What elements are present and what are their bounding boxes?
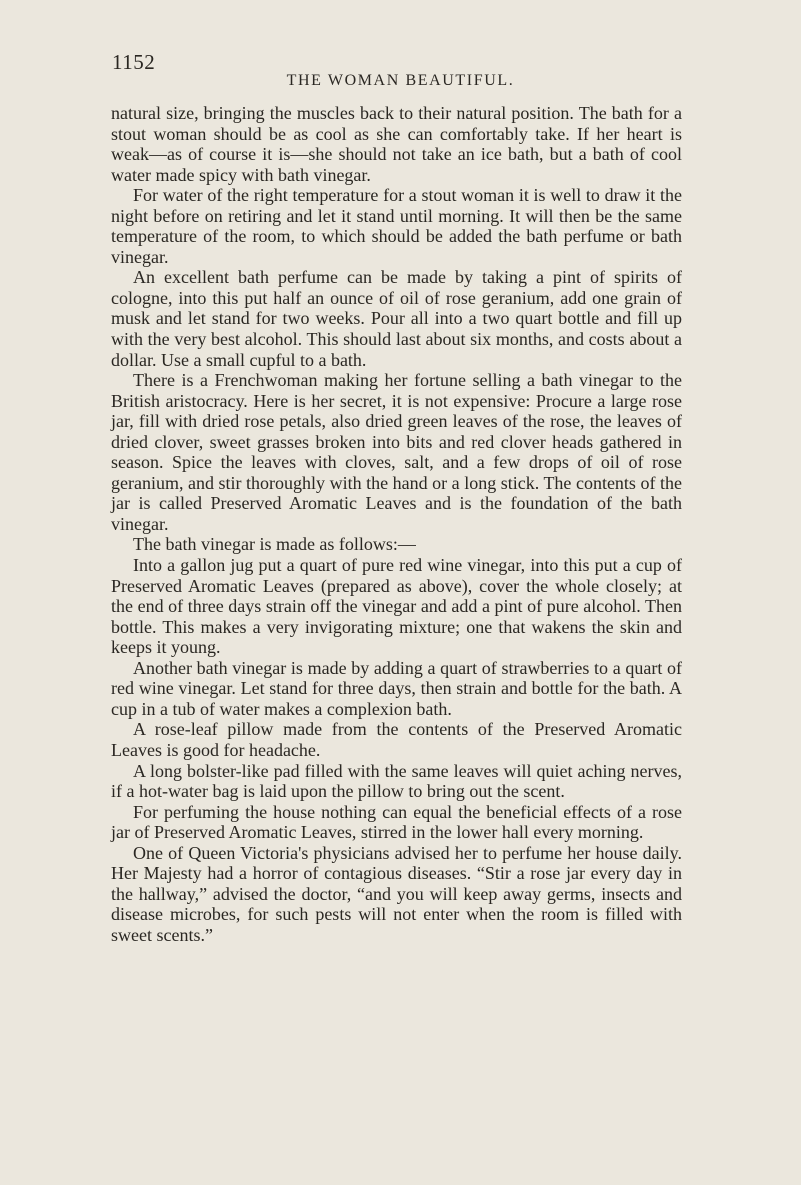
paragraph-frenchwoman-secret: There is a Frenchwoman making her fortune selling a bath vinegar to the British aristocracy. Here is her secret, it is not expensive: Procure a large rose jar, fill with dried rose petals, also dried green leaves of the rose, the leaves of dried clover, sweet grasses broken into bits and red clover heads gathered in season. Spice the leaves with cloves, salt, and a few drops of oil of rose geranium, and stir thoroughly with the hand or a long stick. The contents of the jar is called Preserved Aromatic Leaves and is the foundation of the bath vinegar. [111,370,682,534]
paragraph-vinegar-recipe: Into a gallon jug put a quart of pure red wine vinegar, into this put a cup of Preserved Aromatic Leaves (prepared as above), cover the whole closely; at the end of three days strain off the vinegar and add a pint of pure alcohol. Then bottle. This makes a very invigorating mixture; one that wakens the skin and keeps it young. [111,555,682,658]
paragraph-strawberry-vinegar: Another bath vinegar is made by adding a quart of strawberries to a quart of red wine vinegar. Let stand for three days, then strain and bottle for the bath. A cup in a tub of water makes a complexion bath. [111,657,682,719]
paragraph-house-perfume: For perfuming the house nothing can equal the beneficial effects of a rose jar of Preserved Aromatic Leaves, stirred in the lower hall every morning. [111,801,682,843]
body-text [111,103,682,945]
paragraph-queen-victoria: One of Queen Victoria's physicians advised her to perfume her house daily. Her Majesty had a horror of contagious diseases. “Stir a rose jar every day in the hallway,” advised the doctor, “and you will keep away germs, insects and disease microbes, for such pests will not enter when the room is filled with sweet scents.” [111,842,682,945]
paragraph-water-temperature: For water of the right temperature for a stout woman it is well to draw it the night before on retiring and let it stand until morning. It will then be the same temperature of the room, to which should be added the bath perfume or bath vinegar. [111,185,682,267]
paragraph-rose-pillow: A rose-leaf pillow made from the contents of the Preserved Aromatic Leaves is good for headache. [111,719,682,760]
paragraph-continuation: natural size, bringing the muscles back to their natural position. The bath for a stout woman should be as cool as she can comfortably take. If her heart is weak—as of course it is—she should not take an ice bath, but a bath of cool water made spicy with bath vinegar. [111,103,682,185]
paragraph-vinegar-intro: The bath vinegar is made as follows:— [133,534,416,555]
paragraph-bath-perfume: An excellent bath perfume can be made by taking a pint of spirits of cologne, into this put half an ounce of oil of rose geranium, add one grain of musk and let stand for two weeks. Pour all into a two quart bottle and fill up with the very best alcohol. This should last about six months, and costs about a dollar. Use a small cupful to a bath. [111,267,682,370]
paragraph-bolster-pad: A long bolster-like pad filled with the same leaves will quiet aching nerves, if a hot-water bag is laid upon the pillow to bring out the scent. [111,760,682,802]
page-number: 1152 [112,50,156,74]
running-title: THE WOMAN BEAUTIFUL. [286,72,515,89]
